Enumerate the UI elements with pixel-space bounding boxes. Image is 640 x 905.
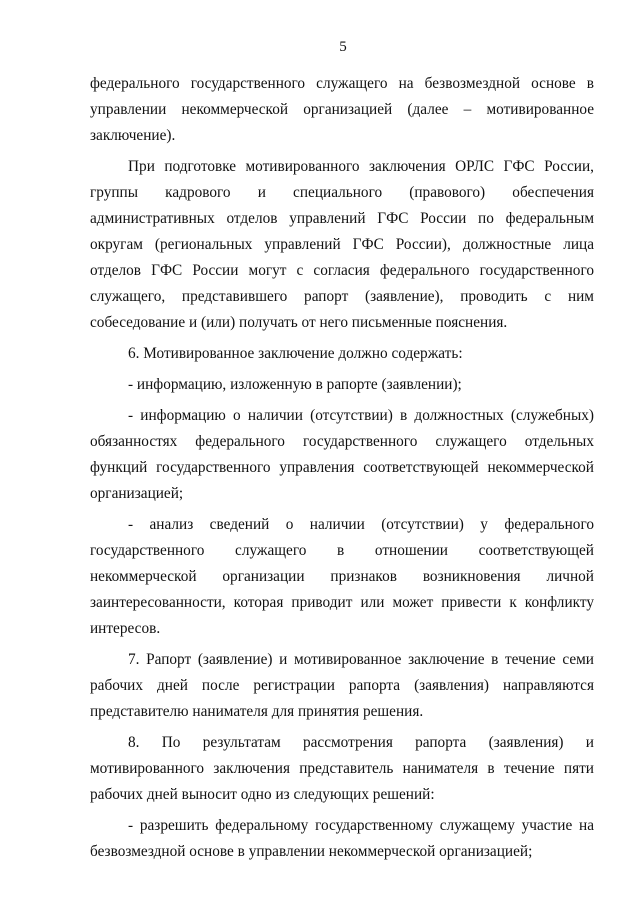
paragraph-item-6: 6. Мотивированное заключение должно содержать: xyxy=(128,345,463,362)
paragraph-preparation: При подготовке мотивированного заключения ОРЛС ГФС России, группы кадрового и специального (правового) обеспечения административных отделов управлений ГФС России по федеральным округам (региональных управлений ГФС России), должностные лица отделов ГФС России могут с согласия федерального государственного служащего, представившего рапорт (заявление), проводить с ним собеседование и (или) получать от него письменные пояснения. xyxy=(90,158,594,331)
paragraph-item-8: 8. По результатам рассмотрения рапорта (заявления) и мотивированного заключения представитель нанимателя в течение пяти рабочих дней выносит одно из следующих решений: xyxy=(90,734,594,803)
paragraph-item-7: 7. Рапорт (заявление) и мотивированное заключение в течение семи рабочих дней после регистрации рапорта (заявления) направляются представителю нанимателя для принятия решения. xyxy=(90,651,594,720)
paragraph-item-6-point-1: - информацию, изложенную в рапорте (заявлении); xyxy=(128,376,462,393)
paragraph-item-8-point-1: - разрешить федеральному государственному служащему участие на безвозмездной основе в управлении некоммерческой организацией; xyxy=(90,817,594,860)
paragraph-item-6-point-3: - анализ сведений о наличии (отсутствии) у федерального государственного служащего в отношении соответствующей некоммерческой организации признаков возникновения личной заинтересованности, которая приводит или может привести к конфликту интересов. xyxy=(90,516,594,637)
paragraph-item-6-point-2: - информацию о наличии (отсутствии) в должностных (служебных) обязанностях федерального государственного служащего отдельных функций государственного управления соответствующей некоммерческой организацией; xyxy=(90,407,594,502)
paragraph-continuation: федерального государственного служащего на безвозмездной основе в управлении некоммерческой организацией (далее – мотивированное заключение). xyxy=(90,75,594,144)
page-number: 5 xyxy=(339,39,347,55)
